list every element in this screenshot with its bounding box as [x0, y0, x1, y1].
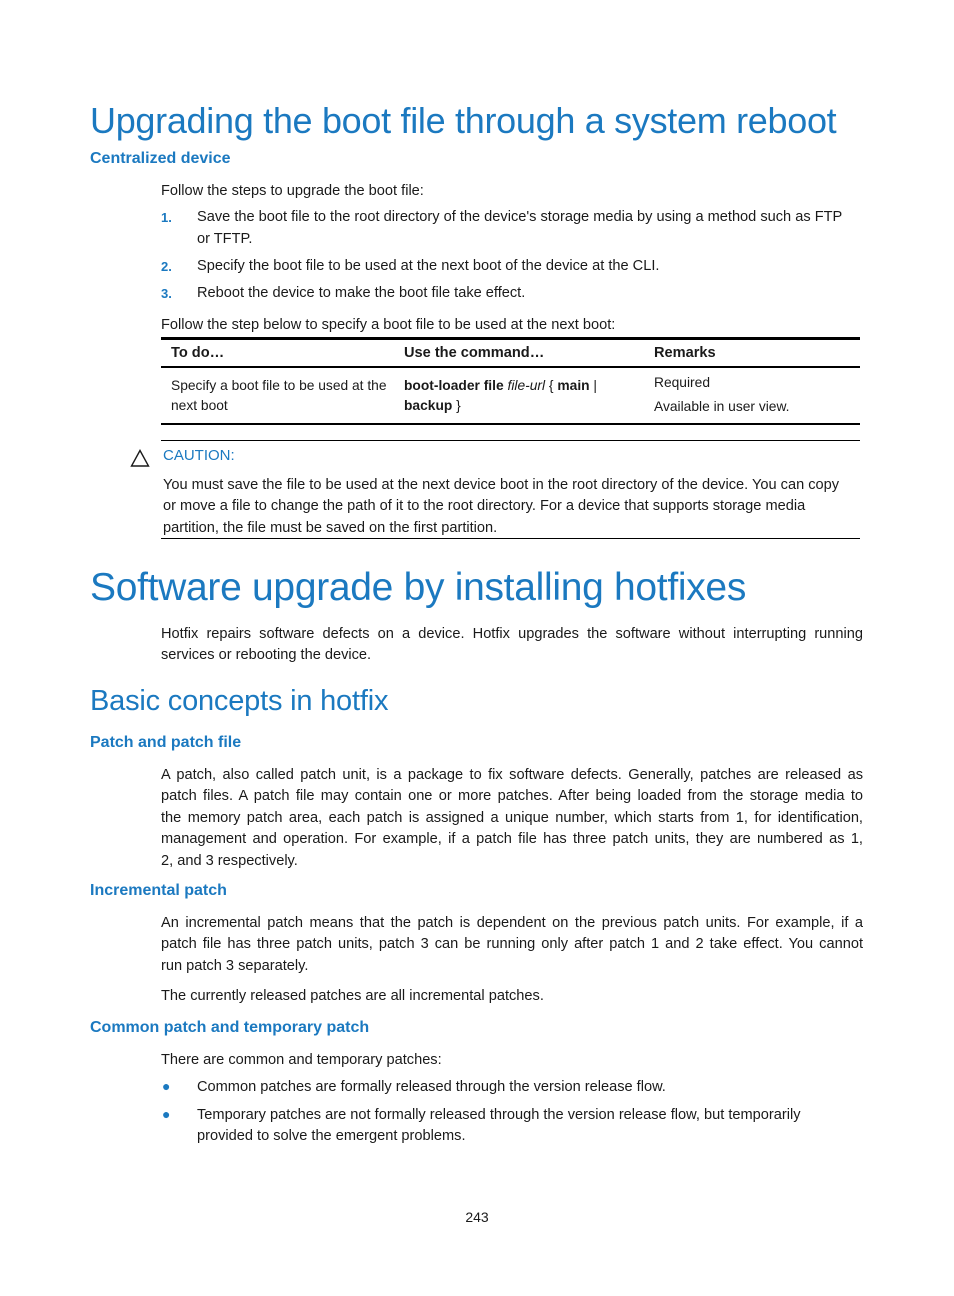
- step-number: 3.: [161, 286, 172, 301]
- cmd-keyword: boot-loader file: [404, 378, 504, 393]
- bullet-line: provided to solve the emergent problems.: [197, 1128, 466, 1145]
- table-bottom-rule: [161, 423, 860, 425]
- table-cell-command: [404, 376, 597, 416]
- paragraph-line: run patch 3 separately.: [161, 957, 309, 974]
- step-number: 2.: [161, 259, 172, 274]
- table-header-command: Use the command…: [404, 345, 545, 361]
- table-top-rule: [161, 337, 860, 340]
- hotfix-intro-line: Hotfix repairs software defects on a device. Hotfix upgrades the software without interrupting running: [161, 626, 863, 642]
- table-header-rule: [161, 366, 860, 368]
- bullet-icon: ●: [162, 1078, 171, 1094]
- incremental-note: The currently released patches are all incremental patches.: [161, 988, 544, 1004]
- table-cell-remarks-line: Required: [654, 375, 710, 390]
- table-cell-remarks-line: Available in user view.: [654, 399, 790, 414]
- chapter-title-hotfixes: Software upgrade by installing hotfixes: [90, 566, 747, 609]
- caution-line: partition, the file must be saved on the first partition.: [163, 519, 498, 536]
- step-number: 1.: [161, 210, 172, 225]
- caution-bottom-rule: [161, 538, 860, 539]
- caution-line: or move a file to change the path of it to the root directory. For a device that supports storage media: [163, 498, 806, 515]
- hotfix-intro-line: services or rebooting the device.: [161, 647, 372, 664]
- paragraph-line: management and operation. For example, if a patch file has three patch units, they are numbered as 1,: [161, 831, 863, 848]
- common-intro: There are common and temporary patches:: [161, 1052, 442, 1068]
- bullet-icon: ●: [162, 1106, 171, 1122]
- paragraph-line: the memory patch area, each patch is assigned a unique number, which starts from 1, for identification,: [161, 809, 863, 826]
- paragraph-line: patch file has three patch units, patch 3 can be running only after patch 1 and 2 take effect. You cannot: [161, 936, 863, 953]
- table-header-remarks: Remarks: [654, 345, 716, 361]
- patch-paragraph: [161, 765, 863, 872]
- cmd-separator: |: [593, 378, 598, 393]
- cmd-argument: file-url: [507, 378, 546, 393]
- table-cell-todo-line: next boot: [171, 398, 228, 413]
- cmd-brace-close: }: [456, 398, 461, 413]
- paragraph-line: 2, and 3 respectively.: [161, 852, 298, 869]
- bullet-text: Common patches are formally released through the version release flow.: [197, 1079, 666, 1095]
- bullet-text: [197, 1105, 801, 1148]
- bullet-line: Temporary patches are not formally released through the version release flow, but temporarily: [197, 1107, 801, 1123]
- step-text: Specify the boot file to be used at the next boot of the device at the CLI.: [197, 258, 660, 274]
- incremental-paragraph: [161, 913, 863, 977]
- caution-text: [163, 475, 839, 539]
- subheading-centralized-device: Centralized device: [90, 150, 231, 167]
- table-header-todo: To do…: [171, 345, 225, 361]
- subheading-incremental-patch: Incremental patch: [90, 882, 227, 899]
- caution-line: You must save the file to be used at the next device boot in the root directory of the device. You can copy: [163, 477, 840, 493]
- section-title-boot-upgrade: Upgrading the boot file through a system reboot: [90, 100, 837, 141]
- steps-intro: Follow the steps to upgrade the boot file:: [161, 183, 424, 199]
- page-number: 243: [465, 1209, 489, 1225]
- caution-triangle-icon: [130, 449, 150, 472]
- table-cell-remarks: [654, 373, 790, 417]
- table-cell-todo-line: Specify a boot file to be used at the: [171, 378, 387, 393]
- cmd-brace-open: {: [548, 378, 554, 393]
- hotfix-intro: [161, 624, 863, 667]
- paragraph-line: A patch, also called patch unit, is a package to fix software defects. Generally, patches are released as: [161, 767, 863, 783]
- table-intro: Follow the step below to specify a boot file to be used at the next boot:: [161, 317, 616, 333]
- paragraph-line: An incremental patch means that the patch is dependent on the previous patch units. For example, if a: [161, 915, 863, 931]
- subheading-patch-file: Patch and patch file: [90, 734, 242, 751]
- step-text: Reboot the device to make the boot file take effect.: [197, 285, 526, 301]
- section-title-basic-concepts: Basic concepts in hotfix: [90, 685, 389, 717]
- step-text: Save the boot file to the root directory of the device's storage media by using a method such as FTP: [197, 209, 843, 225]
- cmd-backup: backup: [404, 398, 453, 413]
- table-cell-todo: [171, 376, 387, 416]
- paragraph-line: patch files. A patch file may contain one or more patches. After being loaded from the storage media to: [161, 788, 863, 805]
- step-text-continued: or TFTP.: [197, 231, 253, 247]
- subheading-common-temporary-patch: Common patch and temporary patch: [90, 1019, 370, 1036]
- cmd-main: main: [557, 378, 590, 393]
- caution-label: CAUTION:: [163, 447, 235, 464]
- caution-top-rule: [161, 440, 860, 441]
